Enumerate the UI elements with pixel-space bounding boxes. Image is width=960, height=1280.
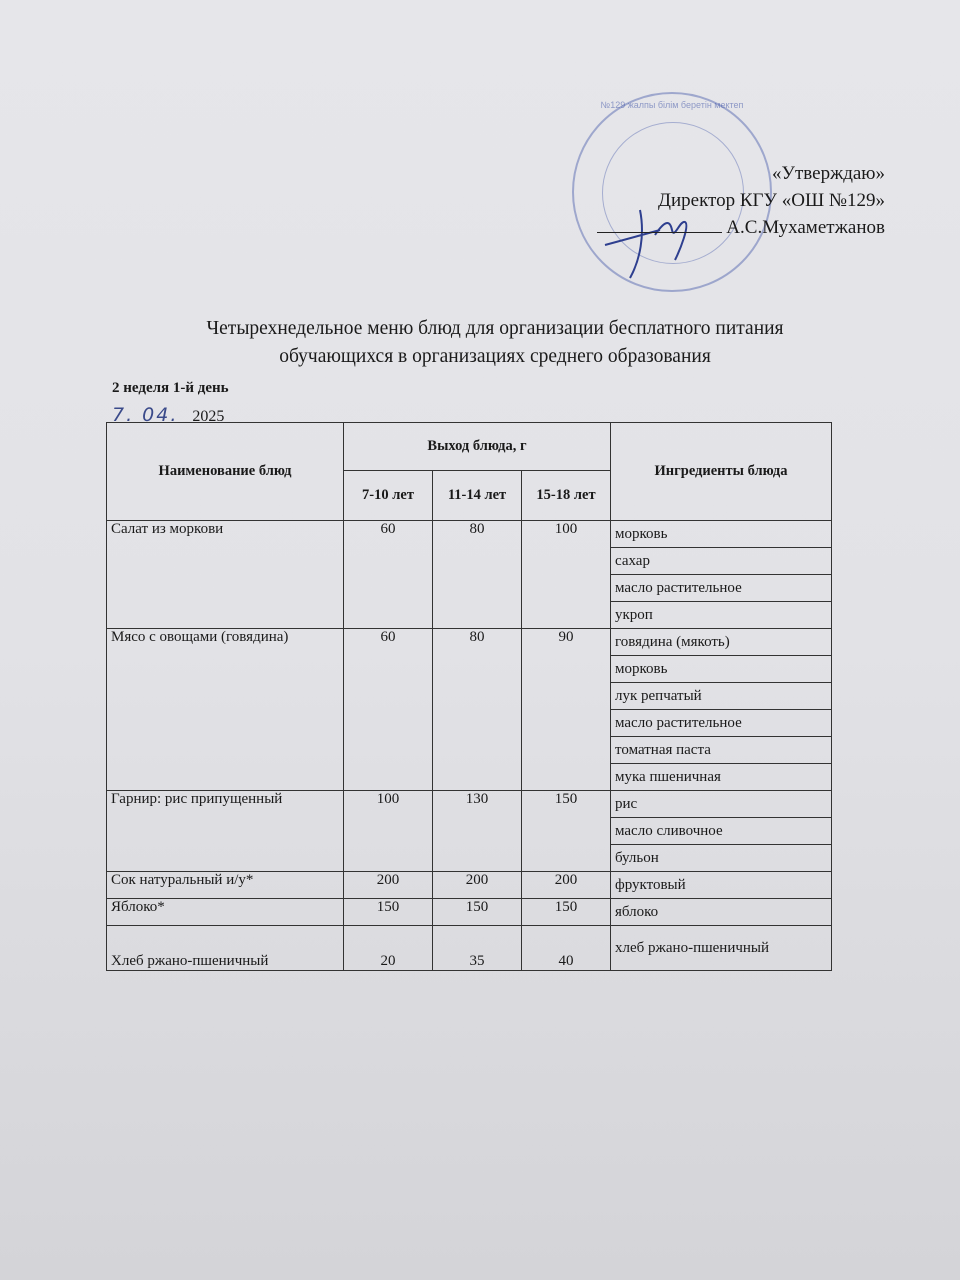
yield-15-18: 40 [522,926,611,971]
ingredient: лук репчатый [611,683,832,710]
dish-name: Гарнир: рис припущенный [107,791,344,872]
week-day: 2 неделя 1-й день [112,380,229,396]
yield-7-10: 60 [344,629,433,791]
ingredient: сахар [611,548,832,575]
ingredient: томатная паста [611,737,832,764]
header-age-7-10: 7-10 лет [344,471,433,521]
ingredient: морковь [611,656,832,683]
approval-name: А.С.Мухаметжанов [726,217,885,238]
yield-11-14: 35 [433,926,522,971]
yield-15-18: 90 [522,629,611,791]
dish-name: Сок натуральный и/у* [107,872,344,899]
approval-position: Директор КГУ «ОШ №129» [658,190,885,211]
yield-11-14: 80 [433,629,522,791]
ingredient: масло растительное [611,575,832,602]
dish-name: Хлеб ржано-пшеничный [107,926,344,971]
table-row [107,521,832,548]
date-year: 2025 [192,408,225,425]
approval-block [597,160,885,241]
ingredient: фруктовый [611,872,832,899]
ingredient: масло растительное [611,710,832,737]
header-age-15-18: 15-18 лет [522,471,611,521]
yield-7-10: 100 [344,791,433,872]
ingredient: мука пшеничная [611,764,832,791]
yield-7-10: 20 [344,926,433,971]
document-title [0,315,960,371]
yield-15-18: 150 [522,791,611,872]
header-dish: Наименование блюд [107,423,344,521]
yield-11-14: 200 [433,872,522,899]
dish-name: Мясо с овощами (говядина) [107,629,344,791]
table-row [107,872,832,899]
yield-11-14: 150 [433,899,522,926]
title-line-1: Четырехнедельное меню блюд для организации бесплатного питания [206,318,784,339]
ingredient: укроп [611,602,832,629]
yield-7-10: 200 [344,872,433,899]
header-age-11-14: 11-14 лет [433,471,522,521]
ingredient: рис [611,791,832,818]
approval-heading: «Утверждаю» [772,163,885,184]
yield-7-10: 60 [344,521,433,629]
table-row [107,629,832,656]
ingredient: бульон [611,845,832,872]
ingredient: говядина (мякоть) [611,629,832,656]
menu-table [106,422,832,971]
table-row [107,899,832,926]
ingredient: морковь [611,521,832,548]
stamp-text: №129 жалпы білім беретін мектеп [600,100,744,110]
yield-15-18: 200 [522,872,611,899]
ingredient: масло сливочное [611,818,832,845]
table-row [107,791,832,818]
yield-11-14: 80 [433,521,522,629]
dish-name: Яблоко* [107,899,344,926]
table-row [107,926,832,971]
yield-15-18: 150 [522,899,611,926]
yield-11-14: 130 [433,791,522,872]
title-line-2: обучающихся в организациях среднего образования [279,346,711,367]
header-ingredients: Ингредиенты блюда [611,423,832,521]
ingredient: яблоко [611,899,832,926]
date-handwritten: 7. 04. [112,404,179,426]
yield-15-18: 100 [522,521,611,629]
ingredient: хлеб ржано-пшеничный [611,926,832,971]
dish-name: Салат из моркови [107,521,344,629]
yield-7-10: 150 [344,899,433,926]
header-yield: Выход блюда, г [344,423,611,471]
